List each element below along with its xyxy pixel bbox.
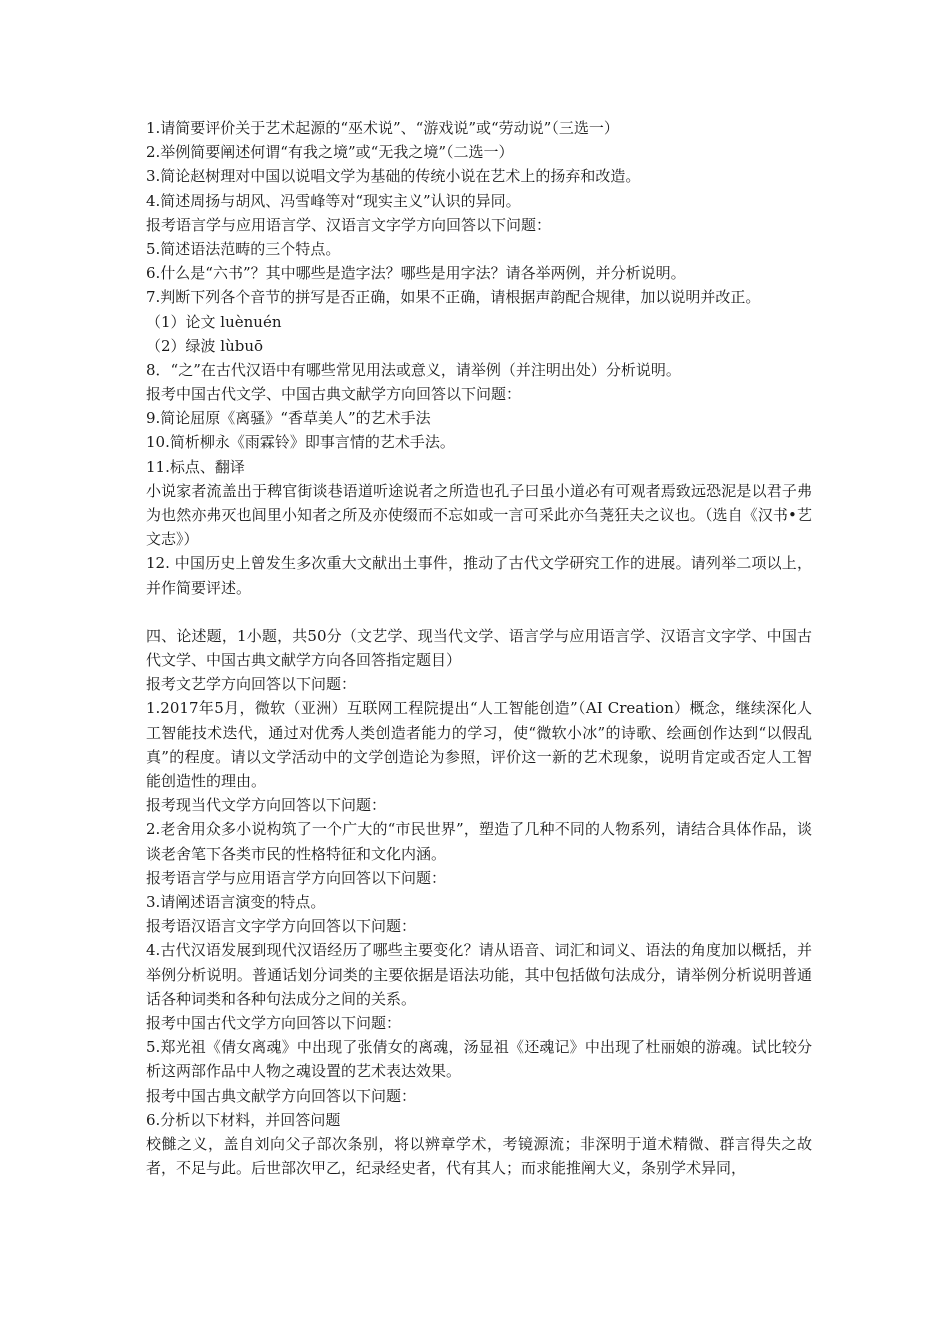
section-heading-linguistics: 报考语言学与应用语言学、汉语言文字学方向回答以下问题：: [146, 215, 552, 234]
question-3-10: 10.简析柳永《雨霖铃》即事言情的艺术手法。: [146, 433, 455, 452]
question-3-1: 1.请简要评价关于艺术起源的“巫术说”、“游戏说”或“劳动说”（三选一）: [146, 119, 619, 137]
question-4-6: 6.分析以下材料，并回答问题: [146, 1110, 341, 1129]
question-4-4: 4.古代汉语发展到现代汉语经历了哪些主要变化？请从语音、词汇和词义、语法的角度加以概括，并举例分析说明。普通话划分词类的主要依据是语法功能，其中包括做句法成分，请举例分析说明普通话各种词类和各种句法成分之间的关系。: [146, 941, 812, 1008]
question-3-11-passage: 小说家者流盖出于稗官街谈巷语道听途说者之所造也孔子曰虽小道必有可观者焉致远恐泥是以君子弗为也然亦弗灭也闾里小知者之所及亦使缀而不忘如或一言可采此亦刍荛狂夫之议也。（选自《汉书•艺文志》）: [146, 481, 812, 549]
question-3-2: 2.举例简要阐述何谓“有我之境”或“无我之境”（二选一）: [146, 143, 514, 162]
question-3-7-item-2: （2）绿波 lùbuō: [146, 336, 264, 355]
question-4-3: 3.请阐述语言演变的特点。: [146, 893, 326, 912]
question-3-7-item-1: （1）论文 luènuén: [146, 312, 282, 331]
section-spacer: [146, 600, 812, 624]
document-body: [146, 116, 812, 1180]
section-heading-applied-linguistics: 报考语言学与应用语言学方向回答以下问题：: [146, 868, 447, 887]
question-3-7: 7.判断下列各个音节的拼写是否正确，如果不正确，请根据声韵配合规律，加以说明并改正。: [146, 288, 761, 307]
question-3-8: 8．“之”在古代汉语中有哪些常见用法或意义，请举例（并注明出处）分析说明。: [146, 360, 681, 379]
section-heading-classical: 报考中国古代文学、中国古典文献学方向回答以下问题：: [146, 385, 522, 404]
section-heading-classical-philology: 报考中国古典文献学方向回答以下问题：: [146, 1086, 417, 1105]
question-3-11: 11.标点、翻译: [146, 457, 245, 476]
question-3-12: 12. 中国历史上曾发生多次重大文献出土事件，推动了古代文学研究工作的进展。请列举二项以上，并作简要评述。: [146, 554, 812, 597]
question-3-4: 4.简述周扬与胡风、冯雪峰等对“现实主义”认识的异同。: [146, 191, 521, 210]
question-4-6-passage: 校雠之义，盖自刘向父子部次条别，将以辨章学术，考镜源流；非深明于道术精微、群言得失之故者，不足与此。后世部次甲乙，纪录经史者，代有其人；而求能推阐大义，条别学术异同，: [146, 1134, 812, 1178]
question-3-3: 3.简论赵树理对中国以说唱文学为基础的传统小说在艺术上的扬弃和改造。: [146, 167, 641, 186]
question-3-9: 9.简论屈原《离骚》“香草美人”的艺术手法: [146, 409, 431, 428]
question-4-1: 1.2017年5月，微软（亚洲）互联网工程院提出“人工智能创造”（AI Creation）概念，继续深化人工智能技术迭代，通过对优秀人类创造者能力的学习，使“微软小冰”的诗歌、绘画创作达到“以假乱真”的程度。请以文学活动中的文学创造论为参照，评价这一新的艺术现象，说明肯定或否定人工智能创造性的理由。: [146, 699, 812, 791]
section-heading-chinese-philology: 报考语汉语言文字学方向回答以下问题：: [146, 917, 417, 936]
section-4-title: 四、论述题，1小题，共50分（文艺学、现当代文学、语言学与应用语言学、汉语言文字学、中国古代文学、中国古典文献学方向各回答指定题目）: [146, 626, 812, 670]
question-4-5: 5.郑光祖《倩女离魂》中出现了张倩女的离魂，汤显祖《还魂记》中出现了杜丽娘的游魂。试比较分析这两部作品中人物之魂设置的艺术表达效果。: [146, 1038, 812, 1081]
question-3-5: 5.简述语法范畴的三个特点。: [146, 239, 341, 258]
section-heading-literary-theory: 报考文艺学方向回答以下问题：: [146, 675, 357, 694]
question-3-6: 6.什么是“六书”？其中哪些是造字法？哪些是用字法？请各举两例，并分析说明。: [146, 264, 686, 283]
section-heading-ancient-literature: 报考中国古代文学方向回答以下问题：: [146, 1014, 402, 1032]
question-4-2: 2.老舍用众多小说构筑了一个广大的“市民世界”，塑造了几种不同的人物系列，请结合具体作品，谈谈老舍笔下各类市民的性格特征和文化内涵。: [146, 820, 812, 863]
section-heading-modern-literature: 报考现当代文学方向回答以下问题：: [146, 796, 387, 815]
